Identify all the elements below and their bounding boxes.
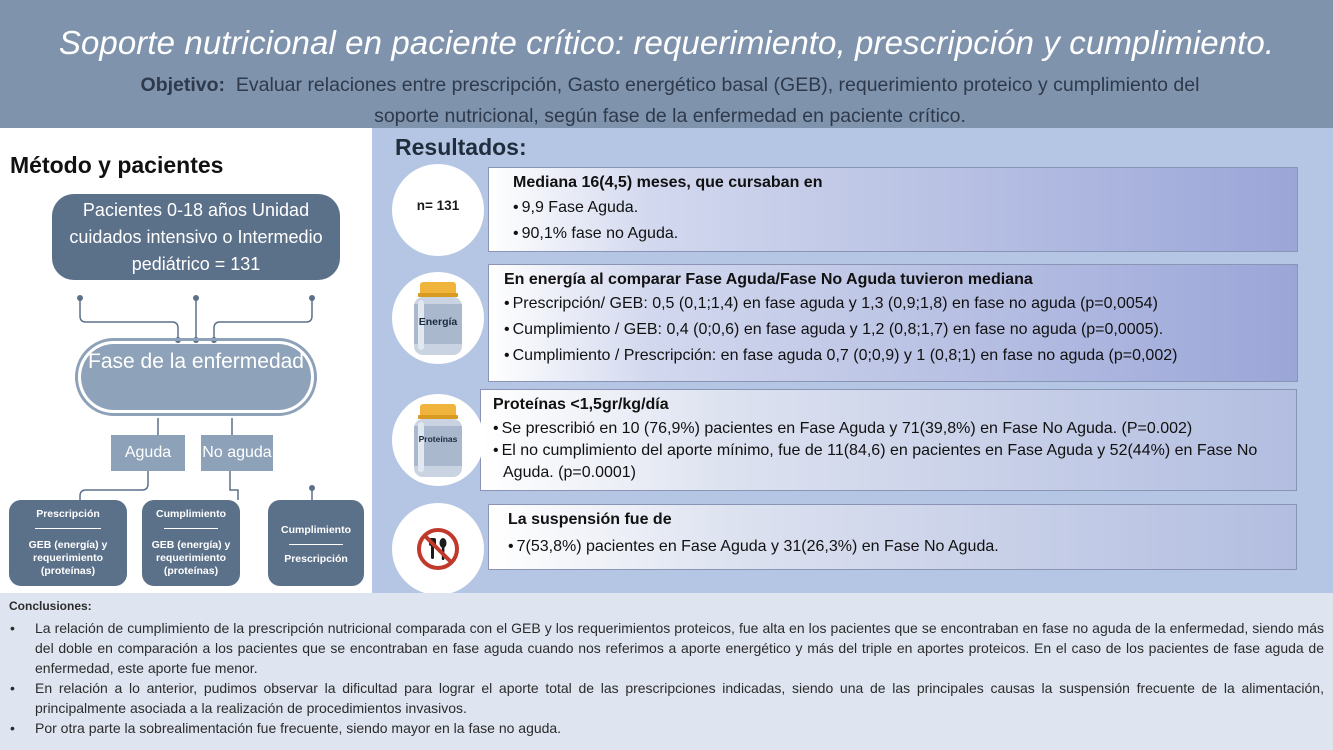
compliance-prescription-body: Prescripción — [284, 553, 348, 565]
no-aguda-box: No aguda — [201, 435, 273, 471]
objective-text: Evaluar relaciones entre prescripción, Gasto energético basal (GEB), requerimiento proteico y cumplimiento del soporte nutricional, según fase de la enfermedad en paciente crítico. — [235, 74, 1200, 127]
prescription-box-body: GEB (energía) y requerimiento (proteínas) — [28, 539, 108, 577]
energy-icon-label: Energía — [418, 316, 458, 328]
method-title: Método y pacientes — [10, 152, 224, 178]
results-title: Resultados: — [395, 134, 527, 160]
results-panel — [372, 128, 1333, 593]
result-head: En energía al comparar Fase Aguda/Fase No Aguda tuvieron mediana — [504, 271, 1033, 288]
divider — [289, 544, 343, 545]
list-item: • Cumplimiento / GEB: 0,4 (0;0,6) en fase aguda y 1,2 (0,8;1,7) en fase no aguda (p=0,0005). — [504, 317, 1297, 343]
phase-box: Fase de la enfermedad — [81, 344, 311, 410]
objective — [120, 70, 1220, 132]
header — [0, 0, 1333, 128]
result-head: Proteínas <1,5gr/kg/día — [493, 396, 669, 413]
compliance-prescription-head: Cumplimiento — [281, 524, 351, 536]
aguda-box: Aguda — [111, 435, 185, 471]
result-box-suspension — [488, 504, 1297, 570]
poster-title: Soporte nutricional en paciente crítico: requerimiento, prescripción y cumplimiento. — [58, 24, 1275, 61]
list-item: • El no cumplimiento del aporte mínimo, fue de 11(84,6) en pacientes en Fase Aguda y 52(44%) en Fase No Aguda. (p=0.0001) — [493, 440, 1296, 484]
protein-circle — [392, 394, 484, 486]
conclusion-item: • Por otra parte la sobrealimentación fue frecuente, siendo mayor en la fase no aguda. — [9, 718, 1324, 738]
patients-box: Pacientes 0-18 años Unidad cuidados intensivo o Intermedio pediátrico = 131 — [52, 194, 340, 280]
n-label: n= 131 — [416, 198, 460, 213]
result-box-patients — [488, 167, 1298, 252]
list-item: • 7(53,8%) pacientes en Fase Aguda y 31(26,3%) en Fase No Aguda. — [508, 535, 1296, 559]
energy-circle — [392, 272, 484, 364]
n-circle — [392, 164, 484, 256]
suspension-circle — [392, 503, 484, 595]
prescription-box-head: Prescripción — [36, 508, 100, 520]
conclusions-title: Conclusiones: — [9, 599, 92, 613]
protein-icon-label: Proteínas — [418, 434, 458, 444]
result-box-energy — [488, 264, 1298, 382]
list-item: • 90,1% fase no Aguda. — [513, 221, 1297, 247]
conclusion-item: • La relación de cumplimiento de la prescripción nutricional comparada con el GEB y los requerimientos proteicos, fue alta en los pacientes que se encontraban en fase no aguda de la enfermedad, siendo más del doble en comparación a los pacientes que se encontraban en fase aguda cuando nos referimos a aporte energético y más del triple en aportes proteicos. En el caso de los pacientes de fase aguda de enfermedad, este aporte fue menor. — [9, 618, 1324, 678]
divider — [35, 528, 101, 529]
list-item: • Se prescribió en 10 (76,9%) pacientes en Fase Aguda y 71(39,8%) en Fase No Aguda. (P=0.002) — [493, 418, 1296, 440]
no-food-icon — [416, 527, 460, 571]
compliance-box-head: Cumplimiento — [156, 508, 226, 520]
objective-label: Objetivo: — [140, 74, 226, 96]
method-panel — [0, 128, 372, 593]
list-item: • Cumplimiento / Prescripción: en fase aguda 0,7 (0;0,9) y 1 (0,8;1) en fase no aguda (p=0,002) — [504, 343, 1297, 369]
compliance-box — [142, 500, 240, 586]
conclusion-item: • En relación a lo anterior, pudimos observar la dificultad para lograr el aporte total de las prescripciones indicadas, siendo una de las principales causas la suspensión frecuente de la alimentación, principalmente asociada a la realización de procedimientos invasivos. — [9, 678, 1324, 718]
compliance-prescription-box — [268, 500, 364, 586]
result-box-protein — [480, 389, 1297, 491]
compliance-box-body: GEB (energía) y requerimiento (proteínas) — [151, 539, 231, 577]
conclusions — [0, 593, 1333, 750]
list-item: • Prescripción/ GEB: 0,5 (0,1;1,4) en fase aguda y 1,3 (0,9;1,8) en fase no aguda (p=0,0054) — [504, 291, 1297, 317]
result-head: Mediana 16(4,5) meses, que cursaban en — [513, 174, 823, 191]
prescription-box — [9, 500, 127, 586]
result-head: La suspensión fue de — [508, 511, 672, 528]
divider — [164, 528, 219, 529]
list-item: • 9,9 Fase Aguda. — [513, 195, 1297, 221]
